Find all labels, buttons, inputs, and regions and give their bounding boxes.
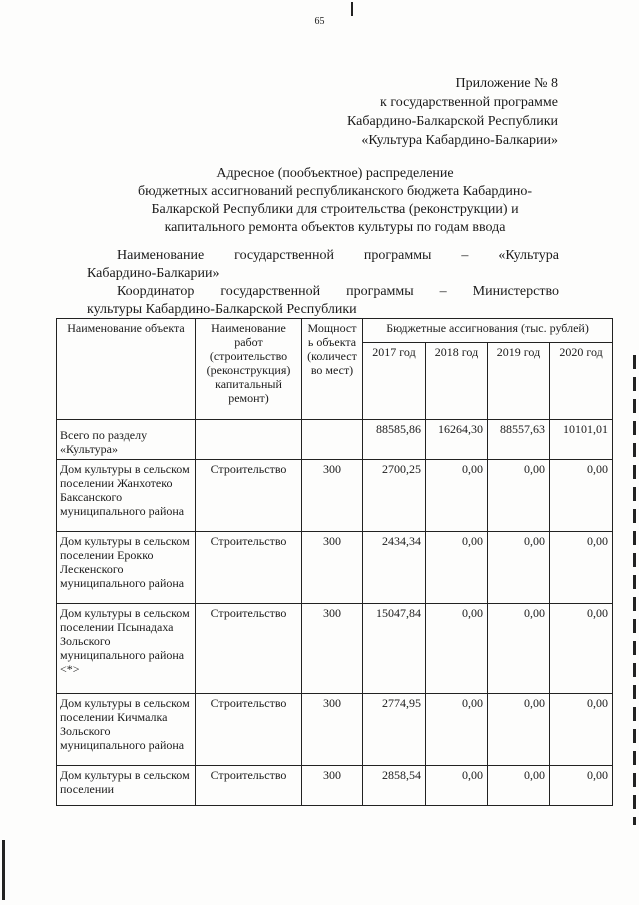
page-number: 65 — [314, 16, 325, 27]
empty-cell — [302, 420, 363, 460]
work-type: Строительство — [196, 532, 302, 604]
year-value: 0,00 — [426, 460, 488, 532]
table-row — [57, 604, 613, 694]
capacity: 300 — [302, 604, 363, 694]
year-value: 2700,25 — [363, 460, 426, 532]
work-type: Строительство — [196, 766, 302, 806]
total-value: 88557,63 — [488, 420, 550, 460]
work-type: Строительство — [196, 460, 302, 532]
word: Наименование — [117, 248, 205, 263]
scan-edge-right — [633, 355, 636, 825]
word: государственной — [220, 284, 321, 299]
total-value: 16264,30 — [426, 420, 488, 460]
title-line: Балкарской Республики для строительства (реконструкции) и — [151, 202, 519, 217]
program-info — [87, 247, 559, 319]
year-value: 0,00 — [488, 694, 550, 766]
header-works: Наименование работ (строительство (реконструкция) капитальный ремонт) — [196, 319, 302, 420]
word: Министерство — [472, 284, 559, 299]
document-title — [85, 165, 585, 237]
appendix-line: Приложение № 8 — [455, 76, 558, 91]
word: «Культура — [498, 248, 559, 263]
program-name-line — [87, 247, 559, 265]
year-value: 0,00 — [488, 532, 550, 604]
header-object-name: Наименование объекта — [57, 319, 196, 420]
capacity: 300 — [302, 532, 363, 604]
total-label: Всего по разделу «Культура» — [57, 420, 196, 460]
object-name: Дом культуры в сельском поселении Псынадаха Зольского муниципального района <*> — [57, 604, 196, 694]
word: программы — [346, 284, 414, 299]
year-value: 2858,54 — [363, 766, 426, 806]
appendix-header — [347, 74, 558, 150]
table-row — [57, 460, 613, 532]
title-line: Адресное (пообъектное) распределение — [216, 166, 454, 181]
year-value: 0,00 — [426, 766, 488, 806]
table-row — [57, 694, 613, 766]
word: государственной — [234, 248, 334, 263]
capacity: 300 — [302, 460, 363, 532]
word: программы — [363, 248, 432, 263]
appendix-line: к государственной программе — [380, 95, 558, 110]
appendix-line: «Культура Кабардино-Балкарии» — [361, 133, 558, 148]
total-value: 88585,86 — [363, 420, 426, 460]
header-year: 2020 год — [550, 342, 613, 419]
header-year: 2017 год — [363, 342, 426, 419]
empty-cell — [196, 420, 302, 460]
header-year: 2019 год — [488, 342, 550, 419]
year-value: 0,00 — [550, 532, 613, 604]
year-value: 0,00 — [426, 694, 488, 766]
coordinator-cont: культуры Кабардино-Балкарской Республики — [87, 302, 357, 317]
title-line: бюджетных ассигнований республиканского бюджета Кабардино- — [137, 184, 533, 199]
appendix-line: Кабардино-Балкарской Республики — [347, 114, 558, 129]
year-value: 0,00 — [426, 604, 488, 694]
capacity: 300 — [302, 766, 363, 806]
title-line: капитального ремонта объектов культуры по годам ввода — [164, 220, 506, 235]
object-name: Дом культуры в сельском поселении Жанхотеко Баксанского муниципального района — [57, 460, 196, 532]
program-name-cont: Кабардино-Балкарии» — [87, 266, 220, 281]
object-name: Дом культуры в сельском поселении Кичмалка Зольского муниципального района — [57, 694, 196, 766]
work-type: Строительство — [196, 604, 302, 694]
year-value: 0,00 — [488, 766, 550, 806]
header-budget: Бюджетные ассигнования (тыс. рублей) — [363, 319, 613, 343]
header-year: 2018 год — [426, 342, 488, 419]
object-name: Дом культуры в сельском поселении Ерокко Лескенского муниципального района — [57, 532, 196, 604]
scan-mark — [351, 2, 353, 16]
year-value: 2434,34 — [363, 532, 426, 604]
total-row — [57, 420, 613, 460]
capacity: 300 — [302, 694, 363, 766]
total-value: 10101,01 — [550, 420, 613, 460]
header-capacity: Мощност ь объекта (количест во мест) — [302, 319, 363, 420]
year-value: 0,00 — [426, 532, 488, 604]
table-row — [57, 766, 613, 806]
object-name: Дом культуры в сельском поселении — [57, 766, 196, 806]
year-value: 0,00 — [550, 460, 613, 532]
year-value: 0,00 — [550, 604, 613, 694]
word: – — [461, 248, 469, 263]
word: Координатор — [117, 284, 195, 299]
year-value: 0,00 — [550, 694, 613, 766]
coordinator-line — [87, 283, 559, 301]
year-value: 0,00 — [488, 604, 550, 694]
work-type: Строительство — [196, 694, 302, 766]
year-value: 15047,84 — [363, 604, 426, 694]
year-value: 0,00 — [488, 460, 550, 532]
word: – — [439, 284, 447, 299]
table-row — [57, 532, 613, 604]
year-value: 2774,95 — [363, 694, 426, 766]
budget-table — [56, 318, 613, 806]
scan-edge-left — [2, 840, 5, 900]
year-value: 0,00 — [550, 766, 613, 806]
